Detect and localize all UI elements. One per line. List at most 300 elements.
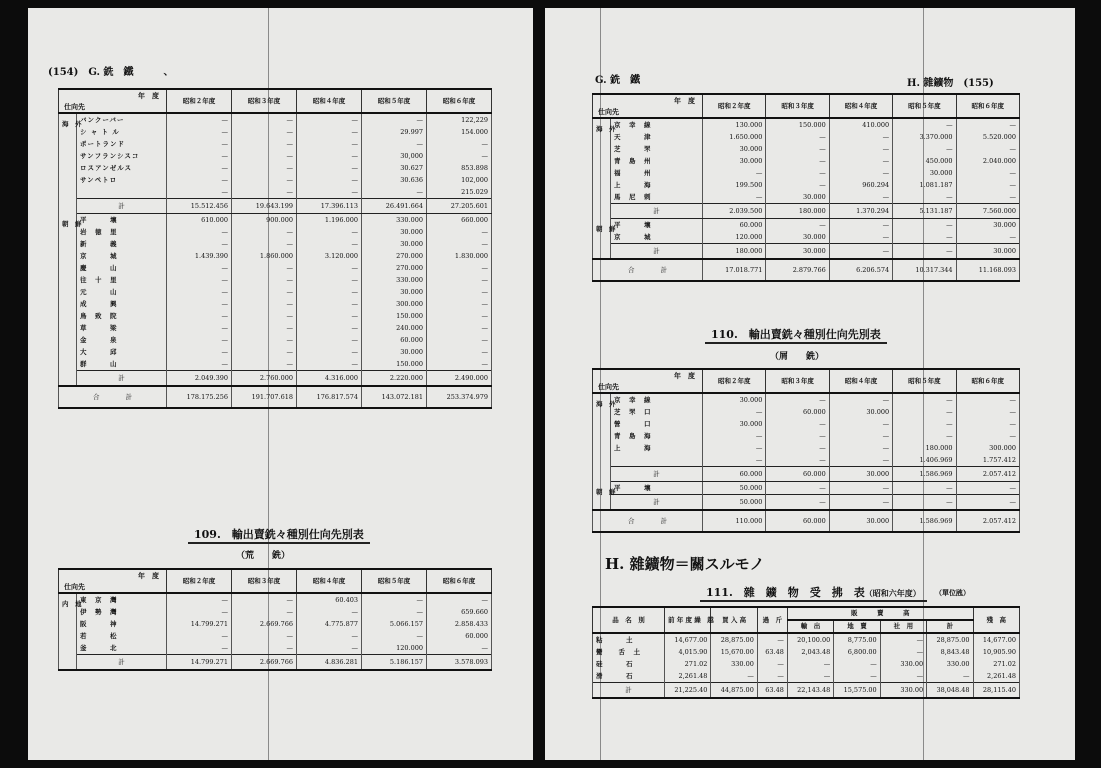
table-row — [59, 298, 492, 310]
value-cell: 5.520.000 — [956, 131, 1019, 143]
subtotal-row — [59, 655, 492, 671]
value-cell: — — [703, 454, 766, 467]
value-cell: — — [232, 358, 297, 371]
table-row — [59, 358, 492, 371]
subtotal-cell: 2.669.766 — [232, 655, 297, 671]
value-cell: — — [167, 113, 232, 126]
value-cell: — — [766, 430, 829, 442]
year-header: 昭和３年度 — [766, 369, 829, 393]
value-cell: 50.000 — [703, 482, 766, 495]
subtotal-cell: 15.512.456 — [167, 199, 232, 214]
subtotal-label: 計 — [611, 495, 703, 511]
value-cell: — — [232, 606, 297, 618]
value-cell: — — [297, 630, 362, 642]
value-cell: — — [362, 186, 427, 199]
table-row — [593, 179, 1020, 191]
value-cell: 120.000 — [703, 231, 766, 244]
value-cell: — — [829, 231, 892, 244]
table-row — [59, 162, 492, 174]
value-cell: 30.000 — [893, 167, 956, 179]
value-cell: — — [167, 310, 232, 322]
value-cell: 300.000 — [956, 442, 1019, 454]
value-cell: — — [829, 131, 892, 143]
item-header: 品 名 別 — [593, 607, 665, 633]
destination-cell: 平 壤 — [611, 482, 703, 495]
value-cell: — — [787, 658, 833, 670]
value-cell: — — [167, 150, 232, 162]
table-111 — [592, 606, 1020, 699]
value-cell: 1.650.000 — [703, 131, 766, 143]
value-cell: — — [167, 606, 232, 618]
value-cell: — — [956, 179, 1019, 191]
value-cell: 30.000 — [766, 231, 829, 244]
value-cell: 130.000 — [703, 118, 766, 131]
total-cell: 21,225.40 — [665, 683, 711, 699]
table-row — [593, 393, 1020, 406]
value-cell: — — [297, 286, 362, 298]
subtotal-label: 計 — [611, 204, 703, 219]
grand-total-label: 合 計 — [593, 510, 703, 532]
grand-total-label: 合 計 — [59, 386, 167, 408]
value-cell: — — [757, 633, 787, 646]
value-cell: — — [829, 155, 892, 167]
value-cell: — — [232, 238, 297, 250]
value-cell: — — [427, 286, 492, 298]
destination-cell: バンクーバー — [77, 113, 167, 126]
subtotal-cell: 2.039.500 — [703, 204, 766, 219]
value-cell: 28,875.00 — [927, 633, 973, 646]
value-cell: 14.799.271 — [167, 618, 232, 630]
table-111-title: 111. 雜 鑛 物 受 拂 表（昭和六年度） — [700, 584, 927, 600]
total-cell: 44,875.00 — [711, 683, 757, 699]
value-cell: — — [297, 186, 362, 199]
value-cell: 29.997 — [362, 126, 427, 138]
total-cell: 38,048.48 — [927, 683, 973, 699]
value-cell: 330.000 — [362, 274, 427, 286]
grand-total-cell: 60.000 — [766, 510, 829, 532]
corner-header: 年 度 仕向先 — [59, 569, 167, 593]
value-cell: — — [232, 310, 297, 322]
year-header: 昭和５年度 — [893, 94, 956, 118]
value-cell: 1.757.412 — [956, 454, 1019, 467]
value-cell: 60.403 — [297, 593, 362, 606]
destination-cell: 群 山 — [77, 358, 167, 371]
table-row — [59, 186, 492, 199]
year-header: 昭和３年度 — [232, 569, 297, 593]
table-row — [59, 346, 492, 358]
grand-total-cell: 143.072.181 — [362, 386, 427, 408]
subtotal-cell: 5.131.187 — [893, 204, 956, 219]
year-header: 昭和２年度 — [703, 369, 766, 393]
subtotal-cell: 14.799.271 — [167, 655, 232, 671]
grand-total-row — [593, 259, 1020, 281]
value-cell: — — [427, 138, 492, 150]
year-header: 昭和６年度 — [956, 94, 1019, 118]
value-cell: — — [297, 126, 362, 138]
value-cell: — — [766, 442, 829, 454]
value-cell: 150.000 — [362, 358, 427, 371]
value-cell: 271.02 — [665, 658, 711, 670]
value-cell: — — [232, 126, 297, 138]
table-111-unit: （單位瓲） — [935, 588, 970, 597]
subtotal-row — [593, 244, 1020, 260]
value-cell: 63.48 — [757, 646, 787, 658]
subtotal-row — [593, 495, 1020, 511]
value-cell: — — [427, 262, 492, 274]
value-cell: 122,229 — [427, 113, 492, 126]
left-page-header: (154) G. 銑 鐵 、 — [48, 67, 174, 78]
subtotal-row — [593, 204, 1020, 219]
value-cell: 30,000 — [362, 150, 427, 162]
value-cell: — — [167, 630, 232, 642]
right-page-header-right: H. 雜鑛物 (155) — [907, 78, 994, 89]
value-cell: — — [703, 430, 766, 442]
right-page-header-left: G. 銑 鐵 — [595, 75, 641, 86]
value-cell: 8,775.00 — [834, 633, 880, 646]
table-109-subtitle: （荒 銑） — [236, 551, 291, 561]
value-cell: 2,043.48 — [787, 646, 833, 658]
value-cell: — — [829, 219, 892, 232]
value-cell: 120.000 — [362, 642, 427, 655]
destination-cell: 平 壤 — [611, 219, 703, 232]
corner-header: 年 度 仕向先 — [593, 369, 703, 393]
destination-cell: 京 幸 線 — [611, 393, 703, 406]
table-row — [593, 442, 1020, 454]
value-cell: 60.000 — [703, 219, 766, 232]
sales-header: 販 賣 高 — [787, 607, 973, 620]
grand-total-cell: 110.000 — [703, 510, 766, 532]
destination-cell: 平 壤 — [77, 214, 167, 227]
value-cell: — — [427, 310, 492, 322]
value-cell: 330.00 — [711, 658, 757, 670]
region-label: 海 外 — [593, 393, 611, 482]
value-cell: — — [711, 670, 757, 683]
value-cell: — — [829, 442, 892, 454]
value-cell: 2.858.433 — [427, 618, 492, 630]
value-cell: 199.500 — [703, 179, 766, 191]
subtotal-cell: — — [893, 495, 956, 511]
value-cell: 660.000 — [427, 214, 492, 227]
subtotal-cell: — — [893, 244, 956, 260]
subtotal-cell: 5.186.157 — [362, 655, 427, 671]
value-cell: 1.830.000 — [427, 250, 492, 262]
destination-cell: 阪 神 — [77, 618, 167, 630]
destination-cell: 鳥 致 院 — [77, 310, 167, 322]
value-cell: — — [427, 346, 492, 358]
value-cell: — — [232, 286, 297, 298]
value-cell: 2.040.000 — [956, 155, 1019, 167]
subtotal-cell: — — [829, 244, 892, 260]
value-cell: — — [829, 393, 892, 406]
value-cell: — — [232, 322, 297, 334]
item-name-cell: 硅 石 — [593, 658, 665, 670]
value-cell: 6,800.00 — [834, 646, 880, 658]
table-row — [593, 430, 1020, 442]
destination-cell: サンフランシスコ — [77, 150, 167, 162]
table-row — [59, 286, 492, 298]
table-row — [593, 658, 1020, 670]
value-cell: — — [232, 593, 297, 606]
right-page — [545, 8, 1075, 760]
table-108-end — [592, 93, 1020, 282]
value-cell: — — [167, 298, 232, 310]
year-header: 昭和６年度 — [427, 569, 492, 593]
value-cell: — — [834, 670, 880, 683]
subtotal-row — [593, 467, 1020, 482]
value-cell: — — [703, 442, 766, 454]
value-cell: — — [956, 118, 1019, 131]
value-cell: — — [893, 393, 956, 406]
value-cell: — — [297, 606, 362, 618]
value-cell: — — [232, 150, 297, 162]
value-cell: 1.406.969 — [893, 454, 956, 467]
destination-cell: 芝 罘 口 — [611, 406, 703, 418]
destination-cell: 成 興 — [77, 298, 167, 310]
destination-cell: 大 邱 — [77, 346, 167, 358]
value-cell: — — [167, 593, 232, 606]
value-cell: 659.660 — [427, 606, 492, 618]
value-cell: 60.000 — [362, 334, 427, 346]
value-cell: — — [167, 334, 232, 346]
value-cell: — — [232, 630, 297, 642]
year-header: 昭和２年度 — [167, 569, 232, 593]
value-cell: — — [167, 126, 232, 138]
value-cell: 14,677.00 — [665, 633, 711, 646]
value-cell: — — [297, 322, 362, 334]
value-cell: — — [893, 406, 956, 418]
value-cell: 610.000 — [167, 214, 232, 227]
value-cell: — — [167, 274, 232, 286]
subtotal-header: 計 — [927, 620, 973, 633]
value-cell: — — [829, 418, 892, 430]
value-cell: — — [427, 334, 492, 346]
grand-total-cell: 191.707.618 — [232, 386, 297, 408]
left-page — [28, 8, 533, 760]
value-cell: — — [427, 593, 492, 606]
table-row — [59, 250, 492, 262]
grand-total-cell: 176.817.574 — [297, 386, 362, 408]
loss-header: 過 斤 — [757, 607, 787, 633]
purchase-header: 買 入 高 — [711, 607, 757, 633]
value-cell: 154.000 — [427, 126, 492, 138]
value-cell: 450.000 — [893, 155, 956, 167]
table-row — [59, 334, 492, 346]
value-cell: — — [893, 219, 956, 232]
total-cell: 63.48 — [757, 683, 787, 699]
table-row — [593, 143, 1020, 155]
value-cell: — — [297, 334, 362, 346]
year-header: 昭和２年度 — [167, 89, 232, 113]
value-cell: — — [956, 393, 1019, 406]
year-header: 昭和２年度 — [703, 94, 766, 118]
value-cell: — — [956, 143, 1019, 155]
destination-cell: 新 義 — [77, 238, 167, 250]
item-name-cell: 蠻 舌 土 — [593, 646, 665, 658]
table-108-continued — [58, 88, 492, 409]
value-cell: — — [766, 179, 829, 191]
grand-total-row — [593, 510, 1020, 532]
value-cell: — — [766, 143, 829, 155]
region-label: 内 地 — [59, 593, 77, 670]
value-cell: — — [362, 113, 427, 126]
value-cell: — — [829, 430, 892, 442]
value-cell: 215.029 — [427, 186, 492, 199]
value-cell: 30.000 — [829, 406, 892, 418]
subtotal-cell: — — [766, 495, 829, 511]
value-cell: — — [167, 238, 232, 250]
table-row — [59, 618, 492, 630]
value-cell: — — [297, 274, 362, 286]
section-h-heading: H. 雜鑛物＝關スルモノ — [605, 555, 765, 573]
table-row — [593, 418, 1020, 430]
table-row — [59, 606, 492, 618]
region-label: 朝 鮮 — [593, 219, 611, 260]
table-row — [593, 118, 1020, 131]
table-row — [59, 150, 492, 162]
destination-cell: サンペトロ — [77, 174, 167, 186]
value-cell: 960.294 — [829, 179, 892, 191]
value-cell: 270.000 — [362, 250, 427, 262]
value-cell: 102,000 — [427, 174, 492, 186]
table-row — [593, 670, 1020, 683]
value-cell: 150.000 — [766, 118, 829, 131]
table-109 — [58, 568, 492, 671]
value-cell: 3.120.000 — [297, 250, 362, 262]
value-cell: 60.000 — [427, 630, 492, 642]
table-row — [593, 482, 1020, 495]
subtotal-label: 計 — [611, 467, 703, 482]
destination-cell: 元 山 — [77, 286, 167, 298]
table-row — [59, 226, 492, 238]
value-cell: — — [297, 162, 362, 174]
region-label: 海 外 — [59, 113, 77, 214]
table-row — [593, 191, 1020, 204]
value-cell: — — [167, 286, 232, 298]
table-row — [593, 231, 1020, 244]
value-cell: — — [956, 191, 1019, 204]
grand-total-cell: 30.000 — [829, 510, 892, 532]
value-cell: — — [766, 131, 829, 143]
value-cell: — — [829, 454, 892, 467]
value-cell: — — [427, 642, 492, 655]
grand-total-cell: 1.586.969 — [893, 510, 956, 532]
total-cell: 15,575.00 — [834, 683, 880, 699]
subtotal-cell: 3.578.093 — [427, 655, 492, 671]
value-cell: 4.775.877 — [297, 618, 362, 630]
value-cell: — — [232, 346, 297, 358]
value-cell: — — [297, 238, 362, 250]
item-name-cell: 粘 土 — [593, 633, 665, 646]
value-cell: — — [703, 167, 766, 179]
value-cell: 30.000 — [362, 286, 427, 298]
value-cell: — — [297, 113, 362, 126]
table-row — [593, 167, 1020, 179]
value-cell: — — [297, 226, 362, 238]
year-header: 昭和４年度 — [829, 369, 892, 393]
subtotal-cell: 17.396.113 — [297, 199, 362, 214]
subtotal-cell: 19.643.199 — [232, 199, 297, 214]
value-cell: — — [232, 113, 297, 126]
grand-total-label: 合 計 — [593, 259, 703, 281]
value-cell: — — [167, 174, 232, 186]
destination-cell — [611, 454, 703, 467]
value-cell: 900.000 — [232, 214, 297, 227]
destination-cell: 營 口 — [611, 418, 703, 430]
value-cell: — — [167, 138, 232, 150]
value-cell: — — [427, 322, 492, 334]
value-cell: 300.000 — [362, 298, 427, 310]
table-row — [59, 593, 492, 606]
value-cell: 1.439.390 — [167, 250, 232, 262]
value-cell: — — [829, 167, 892, 179]
prev-year-header: 前 年 度 繰 越 — [665, 607, 711, 633]
region-label: 海 外 — [593, 118, 611, 219]
subtotal-cell: 2.220.000 — [362, 371, 427, 387]
table-110 — [592, 368, 1020, 533]
value-cell: — — [956, 406, 1019, 418]
value-cell: 2,261.48 — [665, 670, 711, 683]
value-cell: — — [766, 454, 829, 467]
table-row — [59, 238, 492, 250]
value-cell: 14,677.00 — [973, 633, 1019, 646]
item-name-cell: 滑 石 — [593, 670, 665, 683]
value-cell: — — [787, 670, 833, 683]
value-cell: — — [956, 167, 1019, 179]
value-cell: — — [232, 174, 297, 186]
value-cell: 30.000 — [703, 418, 766, 430]
value-cell: — — [766, 167, 829, 179]
subtotal-cell: 2.057.412 — [956, 467, 1019, 482]
value-cell: 270.000 — [362, 262, 427, 274]
grand-total-cell: 178.175.256 — [167, 386, 232, 408]
value-cell: — — [362, 606, 427, 618]
value-cell: — — [297, 138, 362, 150]
value-cell: — — [297, 358, 362, 371]
value-cell: 330.00 — [927, 658, 973, 670]
subtotal-cell: 2.049.390 — [167, 371, 232, 387]
value-cell: — — [766, 418, 829, 430]
value-cell: — — [956, 231, 1019, 244]
grand-total-cell: 17.018.771 — [703, 259, 766, 281]
value-cell: 853.898 — [427, 162, 492, 174]
value-cell: — — [427, 226, 492, 238]
value-cell: — — [167, 226, 232, 238]
table-row — [59, 138, 492, 150]
subtotal-cell: 180.000 — [703, 244, 766, 260]
value-cell: — — [232, 226, 297, 238]
value-cell: 150.000 — [362, 310, 427, 322]
table-row — [59, 174, 492, 186]
value-cell: — — [232, 334, 297, 346]
subtotal-cell: 30.000 — [829, 467, 892, 482]
value-cell: — — [757, 670, 787, 683]
value-cell: — — [766, 482, 829, 495]
subtotal-cell: — — [829, 495, 892, 511]
total-cell: 28,115.40 — [973, 683, 1019, 699]
value-cell: 180.000 — [893, 442, 956, 454]
value-cell: — — [829, 482, 892, 495]
table-row — [59, 642, 492, 655]
value-cell: — — [232, 186, 297, 199]
value-cell: — — [427, 298, 492, 310]
total-cell: 330.00 — [880, 683, 926, 699]
value-cell: — — [829, 191, 892, 204]
value-cell: 20,100.00 — [787, 633, 833, 646]
value-cell: 240.000 — [362, 322, 427, 334]
destination-cell: 青 島 海 — [611, 430, 703, 442]
value-cell: — — [829, 143, 892, 155]
destination-cell: 東 京 灣 — [77, 593, 167, 606]
